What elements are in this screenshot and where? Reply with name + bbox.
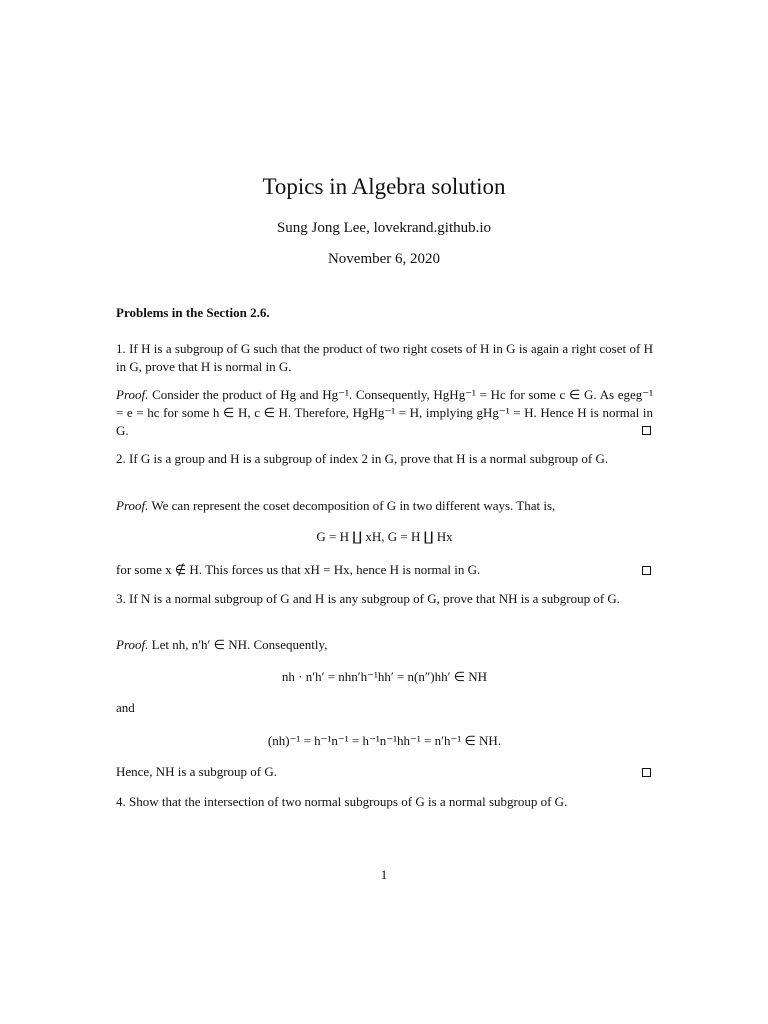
section-heading: Problems in the Section 2.6.: [116, 305, 270, 320]
date-line: November 6, 2020: [327, 251, 441, 267]
proof-label: Proof.: [116, 498, 149, 513]
proof-conclusion: Hence, NH is a subgroup of G.: [116, 764, 278, 779]
page-number: 1: [380, 867, 388, 882]
paper-title: Topics in Algebra solution: [262, 174, 506, 199]
problem-2-proof: [116, 497, 653, 515]
proof-text-continued: for some x ∉ H. This forces us that xH = Hx, hence H is normal in G.: [116, 562, 481, 577]
author-line: Sung Jong Lee, lovekrand.github.io: [276, 220, 492, 236]
proof-text: We can represent the coset decomposition of G in two different ways. That is,: [151, 498, 556, 513]
problem-2-statement: 2. If G is a group and H is a subgroup of index 2 in G, prove that H is a normal subgroup of G.: [116, 451, 609, 466]
problem-3-proof: [116, 636, 653, 654]
connector-text: and: [116, 700, 135, 715]
problem-1-proof: [116, 386, 653, 440]
problem-3-statement: 3. If N is a normal subgroup of G and H is any subgroup of G, prove that NH is a subgroup of G.: [116, 591, 621, 606]
proof-label: Proof.: [116, 637, 149, 652]
qed-box-icon: [642, 768, 651, 777]
problem-1-statement: 1. If H is a subgroup of G such that the product of two right cosets of H in G is again a right coset of H in G, prove that H is normal in G.: [116, 341, 653, 374]
proof-label: Proof.: [116, 387, 149, 402]
proof-text: Consider the product of Hg and Hg⁻¹. Consequently, HgHg⁻¹ = Hc for some c ∈ G. As egeg⁻¹ = e = hc for some h ∈ H, c ∈ H. Therefore, HgHg⁻¹ = H, implying gHg⁻¹ = H. Hence H is normal in G.: [116, 387, 654, 438]
display-equation: nh · n′h′ = nhn′h⁻¹hh′ = n(n″)hh′ ∈ NH: [281, 669, 488, 684]
display-equation: G = H ∐ xH, G = H ∐ Hx: [316, 529, 453, 544]
problem-4-statement: 4. Show that the intersection of two normal subgroups of G is a normal subgroup of G.: [116, 794, 568, 809]
qed-box-icon: [642, 426, 651, 435]
qed-box-icon: [642, 566, 651, 575]
display-equation: (nh)⁻¹ = h⁻¹n⁻¹ = h⁻¹n⁻¹hh⁻¹ = n′h⁻¹ ∈ NH.: [267, 733, 502, 748]
proof-text: Let nh, n′h′ ∈ NH. Consequently,: [151, 637, 328, 652]
